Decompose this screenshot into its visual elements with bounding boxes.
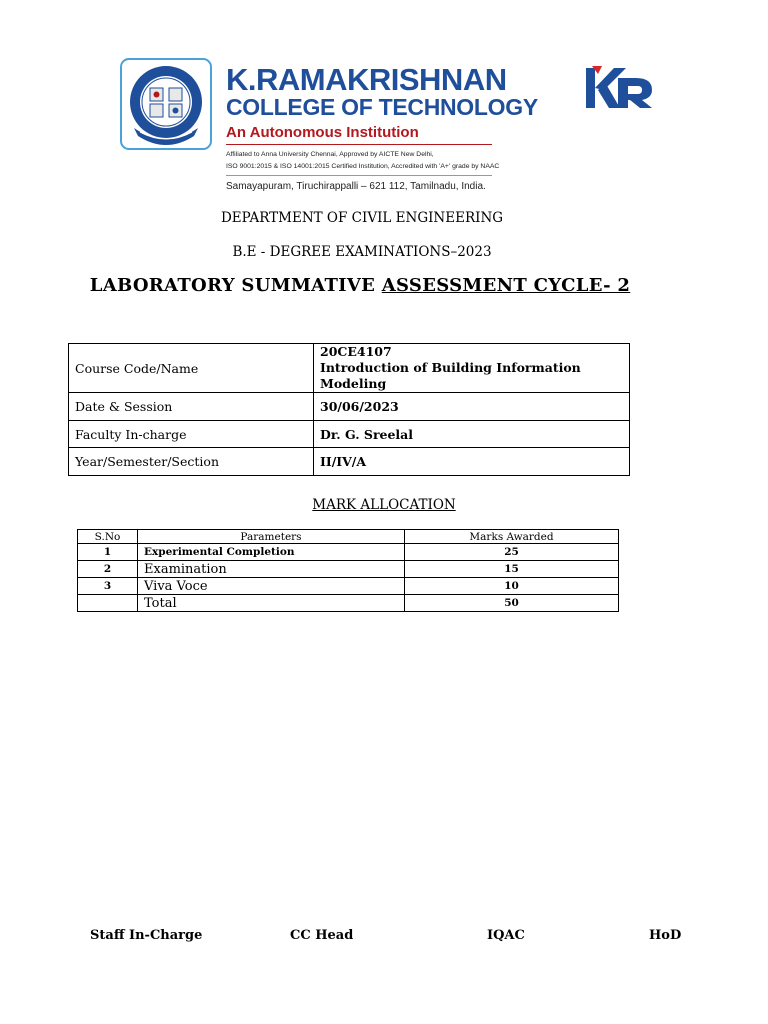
course-code: 20CE4107 <box>320 344 392 359</box>
row-marks: 15 <box>405 561 619 578</box>
table-row <box>78 595 619 612</box>
row-parameter: Examination <box>138 561 405 578</box>
date-value: 30/06/2023 <box>314 393 630 421</box>
row-sno <box>78 595 138 612</box>
row-parameter: Total <box>138 595 405 612</box>
signature-staff-in-charge: Staff In-Charge <box>90 928 203 943</box>
college-name: K.RAMAKRISHNAN <box>226 62 507 97</box>
signature-hod: HoD <box>649 928 682 943</box>
table-row <box>69 393 630 421</box>
signature-cc-head: CC Head <box>290 928 354 943</box>
affiliation-line-1: Affiliated to Anna University Chennai, Approved by AICTE New Delhi, <box>226 151 434 158</box>
exam-heading: B.E - DEGREE EXAMINATIONS–2023 <box>232 244 492 260</box>
affiliation-text <box>226 149 499 173</box>
table-row <box>78 544 619 561</box>
table-header-row <box>78 530 619 544</box>
table-row <box>78 578 619 595</box>
course-name: Introduction of Building Information Modeling <box>320 360 581 391</box>
row-sno: 1 <box>78 544 138 561</box>
assessment-title <box>0 275 720 296</box>
autonomous-tagline: An Autonomous Institution <box>226 124 419 141</box>
assessment-title-part-1: LABORATORY SUMMATIVE <box>89 275 382 296</box>
college-address: Samayapuram, Tiruchirappalli – 621 112, Tamilnadu, India. <box>226 181 486 192</box>
assessment-title-part-2: ASSESSMENT CYCLE- 2 <box>381 275 631 296</box>
faculty-value: Dr. G. Sreelal <box>314 421 630 448</box>
address-divider <box>226 175 492 176</box>
row-parameter: Viva Voce <box>138 578 405 595</box>
course-value <box>314 344 630 393</box>
year-label: Year/Semester/Section <box>69 448 314 476</box>
row-parameter: Experimental Completion <box>138 544 405 561</box>
row-sno: 3 <box>78 578 138 595</box>
year-value: II/IV/A <box>314 448 630 476</box>
college-emblem-logo <box>120 58 212 150</box>
course-info-table <box>68 343 630 476</box>
row-marks: 25 <box>405 544 619 561</box>
table-row <box>69 344 630 393</box>
faculty-label: Faculty In-charge <box>69 421 314 448</box>
college-subtitle: COLLEGE OF TECHNOLOGY <box>226 94 538 120</box>
department-heading: DEPARTMENT OF CIVIL ENGINEERING <box>220 210 504 226</box>
kr-logo <box>584 64 656 110</box>
header-parameters: Parameters <box>138 530 405 544</box>
header-sno: S.No <box>78 530 138 544</box>
table-row <box>78 561 619 578</box>
affiliation-line-2: ISO 9001:2015 & ISO 14001:2015 Certified Institution, Accredited with 'A+' grade by NAAC <box>226 163 500 170</box>
mark-allocation-table <box>77 529 619 612</box>
header-divider <box>226 144 492 145</box>
header-marks: Marks Awarded <box>405 530 619 544</box>
table-row <box>69 448 630 476</box>
row-marks: 50 <box>405 595 619 612</box>
mark-allocation-heading: MARK ALLOCATION <box>312 497 456 513</box>
course-label: Course Code/Name <box>69 344 314 393</box>
signature-iqac: IQAC <box>487 928 525 943</box>
row-marks: 10 <box>405 578 619 595</box>
row-sno: 2 <box>78 561 138 578</box>
date-label: Date & Session <box>69 393 314 421</box>
table-row <box>69 421 630 448</box>
